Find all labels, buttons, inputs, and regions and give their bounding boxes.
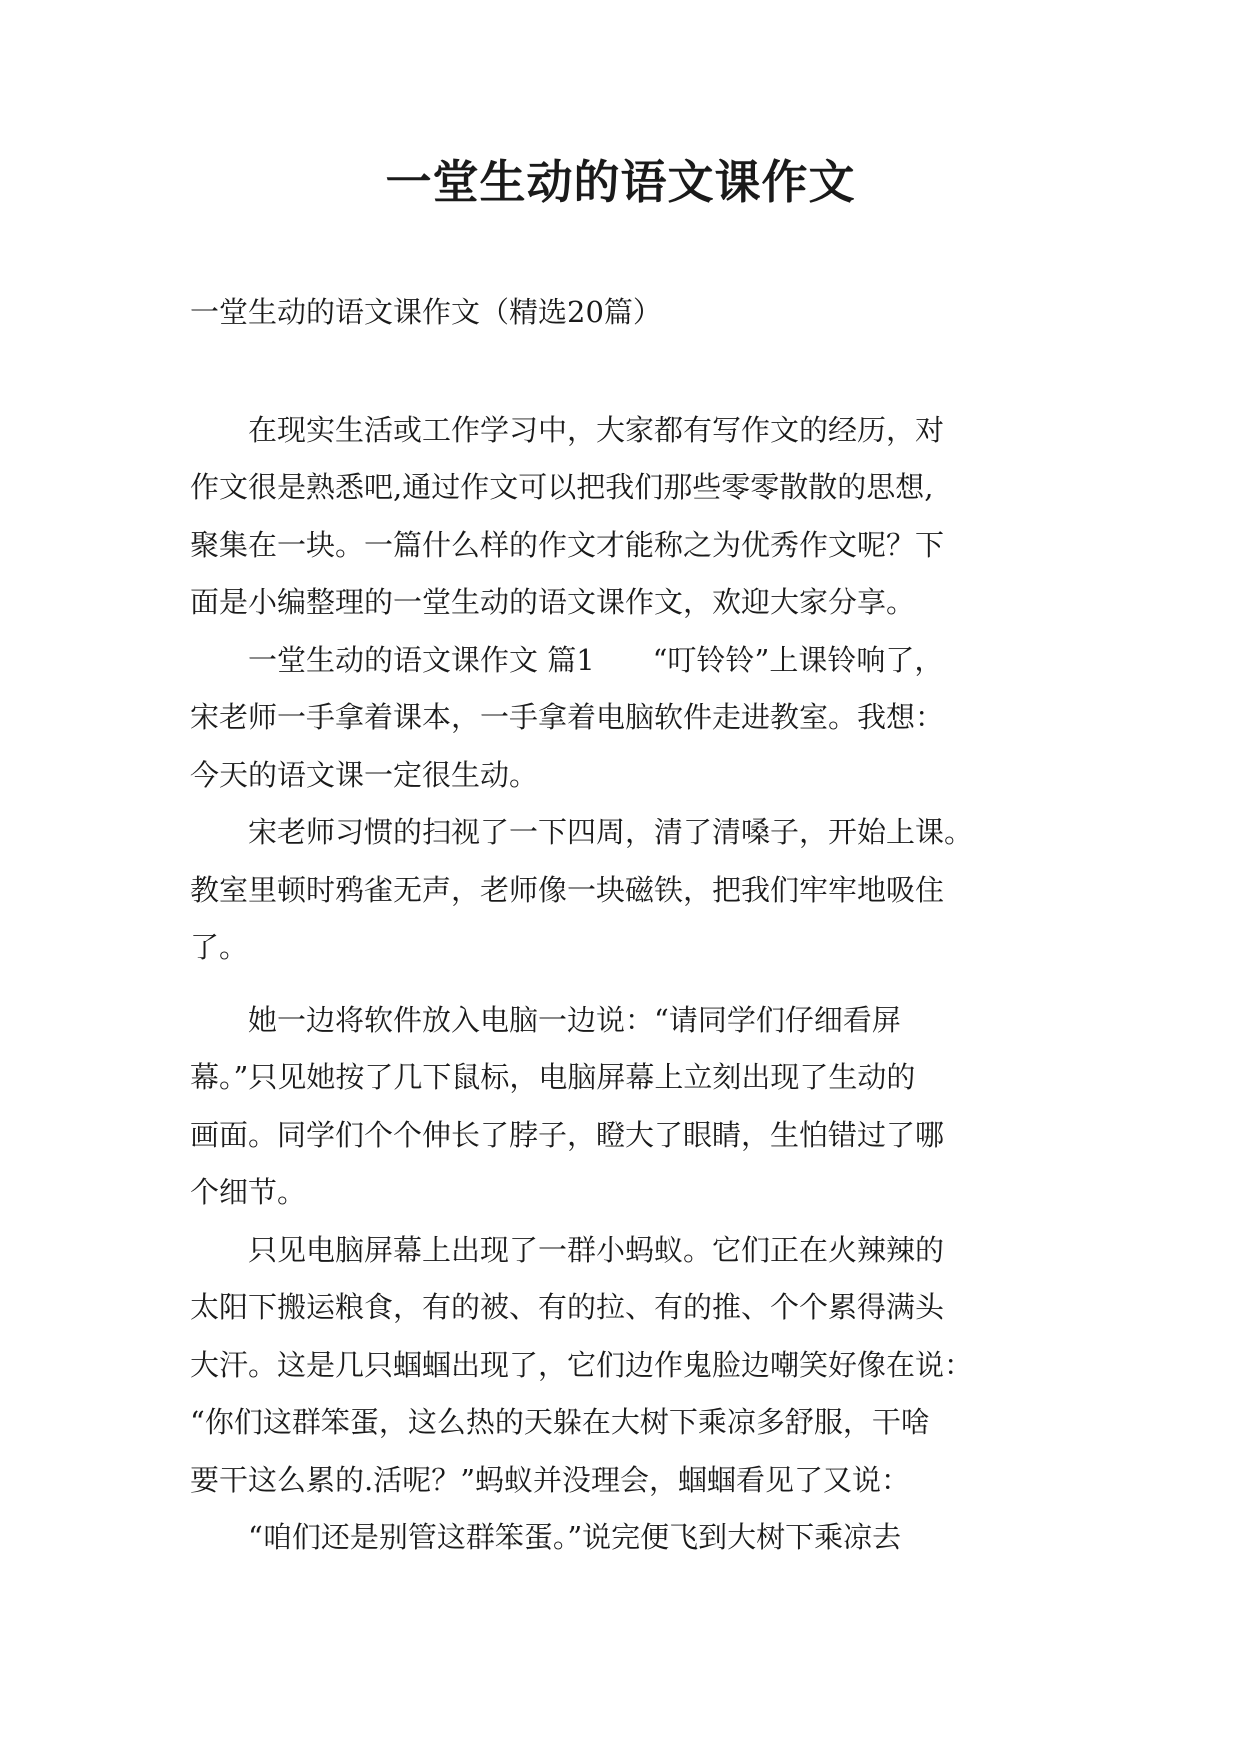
page-title: 一堂生动的语文课作文 [385, 155, 856, 209]
text-line: 宋老师一手拿着课本，一手拿着电脑软件走进教室。我想： [190, 700, 945, 734]
text-line: 个细节。 [190, 1175, 307, 1209]
text-line: 太阳下搬运粮食，有的被、有的拉、有的推、个个累得满头 [190, 1290, 945, 1324]
text-line: 画面。同学们个个伸长了脖子，瞪大了眼睛，生怕错过了哪 [190, 1118, 945, 1152]
text-line: 在现实生活或工作学习中，大家都有写作文的经历，对 [190, 413, 945, 447]
text-line: “咱们还是别管这群笨蛋。”说完便飞到大树下乘凉去 [190, 1520, 902, 1554]
text-line: 要干这么累的.活呢？”蚂蚁并没理会，蝈蝈看见了又说： [190, 1463, 911, 1497]
text-line: 幕。”只见她按了几下鼠标，电脑屏幕上立刻出现了生动的 [190, 1060, 916, 1094]
text-line: 一堂生动的语文课作文 篇1 “叮铃铃”上课铃响了， [190, 643, 944, 677]
document-subtitle: 一堂生动的语文课作文（精选20篇） [190, 295, 662, 329]
text-line: “你们这群笨蛋，这么热的天躲在大树下乘凉多舒服，干啥 [190, 1405, 930, 1439]
text-line: 教室里顿时鸦雀无声，老师像一块磁铁，把我们牢牢地吸住 [190, 873, 945, 907]
text-line: 宋老师习惯的扫视了一下四周，清了清嗓子，开始上课。 [190, 815, 974, 849]
text-line: 面是小编整理的一堂生动的语文课作文，欢迎大家分享。 [190, 585, 916, 619]
text-line: 大汗。这是几只蝈蝈出现了，它们边作鬼脸边嘲笑好像在说： [190, 1348, 974, 1382]
text-line: 作文很是熟悉吧,通过作文可以把我们那些零零散散的思想, [190, 470, 934, 504]
text-line: 聚集在一块。一篇什么样的作文才能称之为优秀作文呢？下 [190, 528, 945, 562]
text-line: 她一边将软件放入电脑一边说：“请同学们仔细看屏 [190, 1003, 901, 1037]
text-line: 今天的语文课一定很生动。 [190, 758, 539, 792]
text-line: 了。 [190, 930, 249, 964]
text-line: 只见电脑屏幕上出现了一群小蚂蚁。它们正在火辣辣的 [190, 1233, 945, 1267]
